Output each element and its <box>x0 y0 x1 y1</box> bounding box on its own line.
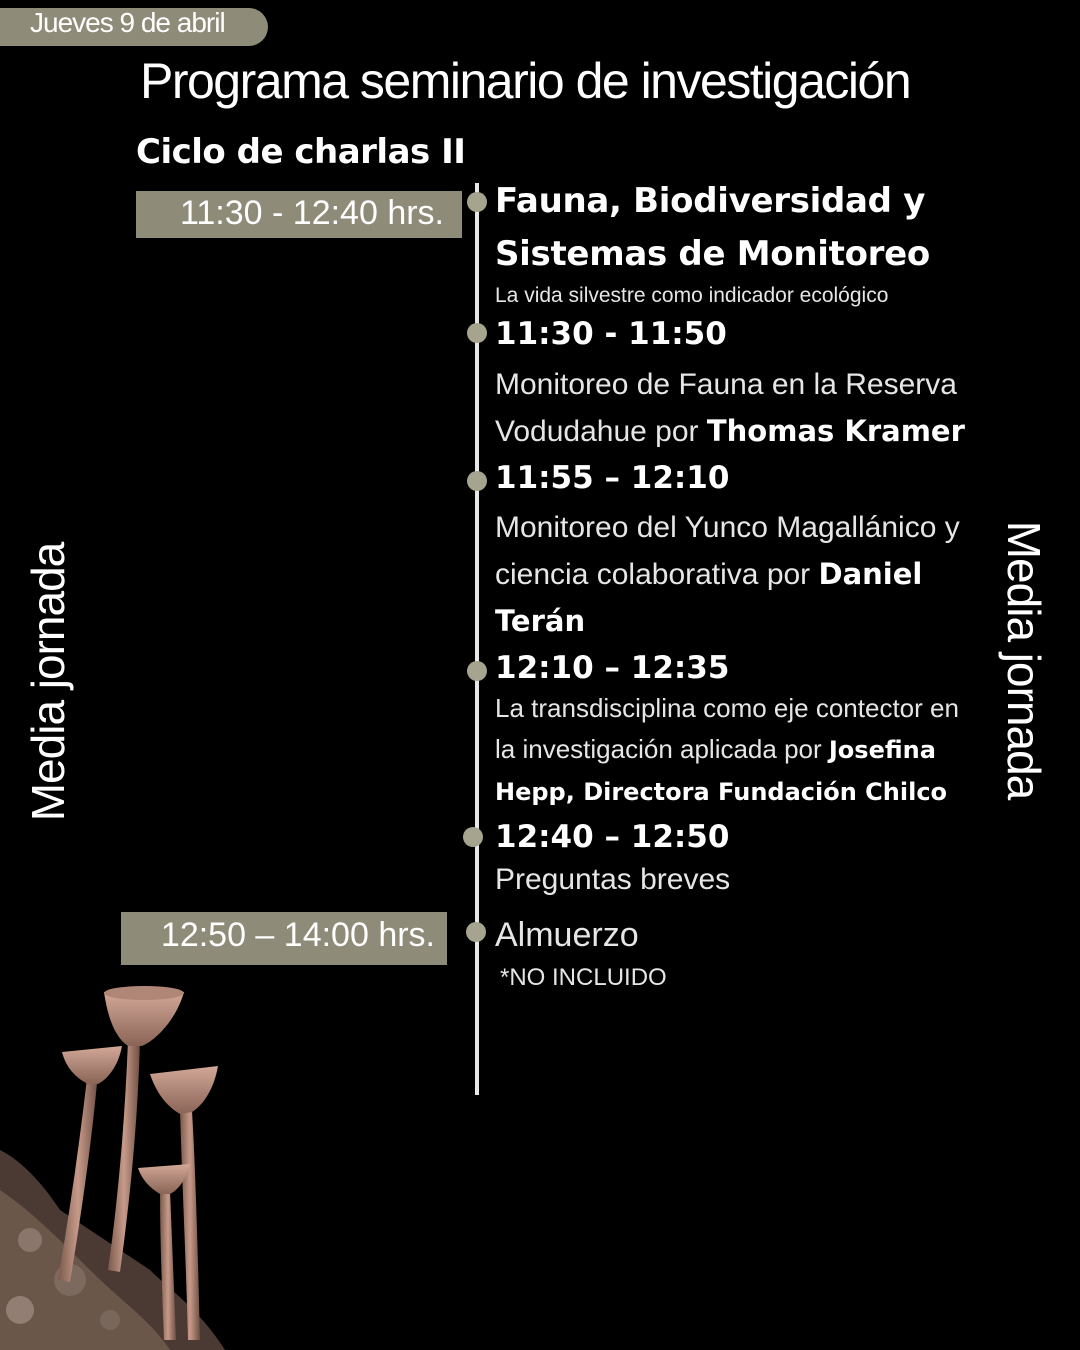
talk-title: Monitoreo del Yunco Magallánico y ciencia colaborativa por <box>495 511 960 591</box>
talk-description <box>495 856 975 903</box>
lunch-note: *NO INCLUIDO <box>500 964 667 991</box>
slot-time: 12:10 – 12:35 <box>495 650 730 686</box>
page-subtitle: Ciclo de charlas II <box>136 132 466 172</box>
page-title: Programa seminario de investigación <box>140 53 911 109</box>
talk-title: Monitoreo de Fauna en la Reserva Vodudahue por <box>495 368 957 448</box>
talk-description <box>495 688 975 813</box>
side-label-right: Media jornada <box>998 520 1050 800</box>
fungi-illustration <box>0 980 240 1350</box>
talk-description <box>495 504 975 645</box>
slot-time: 11:55 – 12:10 <box>495 460 730 496</box>
date-label: Jueves 9 de abril <box>30 7 225 38</box>
side-label-left: Media jornada <box>22 542 74 822</box>
section-title-line: Sistemas de Monitoreo <box>495 234 930 274</box>
timeline-dot <box>467 192 487 212</box>
speaker-name: Thomas Kramer <box>706 414 965 448</box>
timeline-line <box>475 183 479 1095</box>
time-block-morning: 11:30 - 12:40 hrs. <box>136 191 462 238</box>
timeline-dot <box>466 922 486 942</box>
talk-description <box>495 361 975 455</box>
speaker-name: Josefina Hepp, Directora Fundación Chilco <box>495 736 948 806</box>
talk-title: La transdisciplina como eje contector en la investigación aplicada por <box>495 693 959 764</box>
section-title <box>495 175 930 281</box>
slot-time: 11:30 - 11:50 <box>495 316 727 352</box>
lunch-label: Almuerzo <box>495 916 639 954</box>
section-description: La vida silvestre como indicador ecológico <box>495 284 889 307</box>
section-title-line: Fauna, Biodiversidad y <box>495 181 926 221</box>
timeline-dot <box>467 471 487 491</box>
speaker-name: Daniel Terán <box>495 557 923 638</box>
timeline-dot <box>463 827 483 847</box>
timeline-dot <box>467 323 487 343</box>
timeline-dot <box>467 661 487 681</box>
talk-title: Preguntas breves <box>495 863 731 896</box>
time-block-lunch: 12:50 – 14:00 hrs. <box>121 912 447 965</box>
slot-time: 12:40 – 12:50 <box>495 819 730 855</box>
